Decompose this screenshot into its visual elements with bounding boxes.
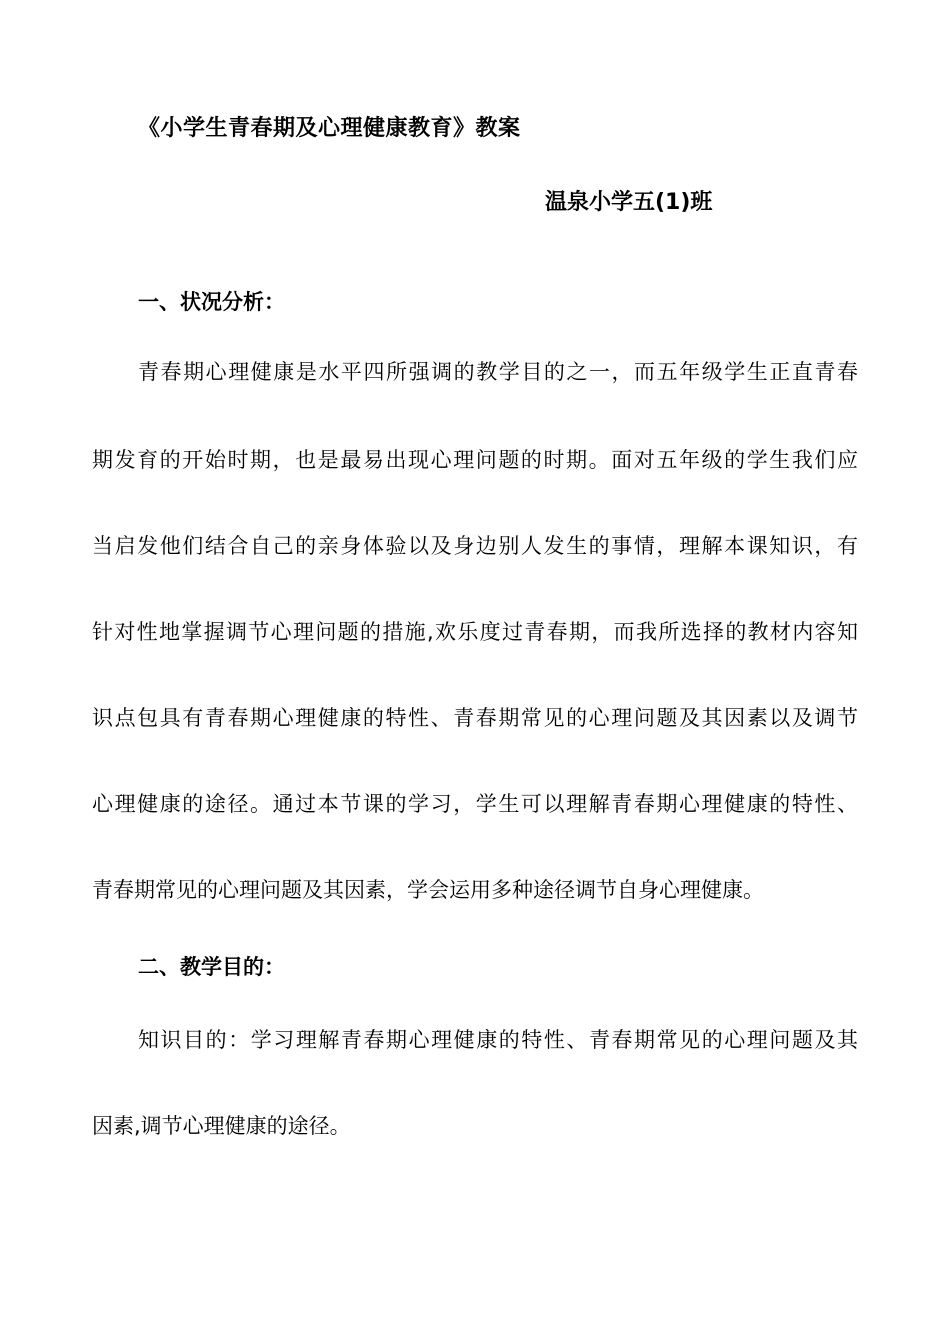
paragraph-line: 识点包具有青春期心理健康的特性、青春期常见的心理问题及其因素以及调节 xyxy=(92,706,858,730)
paragraph-line: 当启发他们结合自己的亲身体验以及身边别人发生的事情，理解本课知识，有 xyxy=(92,534,858,558)
document-title: 《小学生青春期及心理健康教育》教案 xyxy=(138,116,521,141)
paragraph-line: 期发育的开始时期，也是最易出现心理问题的时期。面对五年级的学生我们应 xyxy=(92,448,858,472)
section-heading-situation-analysis: 一、状况分析： xyxy=(138,290,285,314)
section-heading-teaching-goals: 二、教学目的： xyxy=(138,955,285,979)
paragraph-line: 青春期常见的心理问题及其因素，学会运用多种途径调节自身心理健康。 xyxy=(92,878,764,902)
paragraph-line: 知识目的：学习理解青春期心理健康的特性、青春期常见的心理问题及其 xyxy=(138,1028,858,1052)
paragraph-line: 因素,调节心理健康的途径。 xyxy=(92,1114,351,1138)
paragraph-line: 心理健康的途径。通过本节课的学习，学生可以理解青春期心理健康的特性、 xyxy=(92,792,858,816)
school-class-label: 温泉小学五(1)班 xyxy=(545,190,713,215)
paragraph-line: 针对性地掌握调节心理问题的措施,欢乐度过青春期，而我所选择的教材内容知 xyxy=(92,620,858,644)
paragraph-line: 青春期心理健康是水平四所强调的教学目的之一，而五年级学生正直青春 xyxy=(138,360,858,384)
